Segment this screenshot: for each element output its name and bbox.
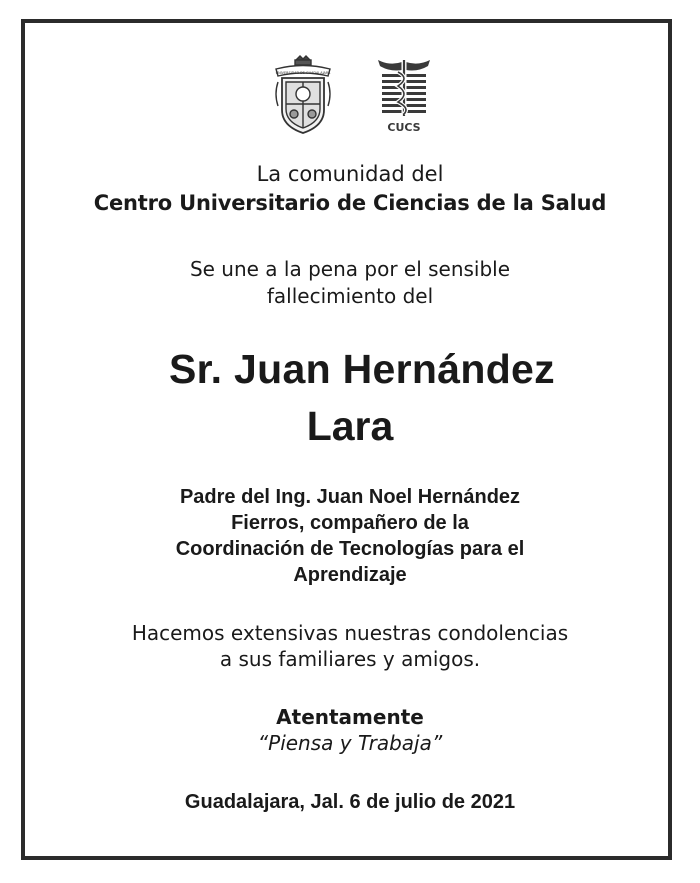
relationship-line-1: Padre del Ing. Juan Noel Hernández	[179, 486, 521, 508]
intro-line-1: La comunidad del	[256, 162, 444, 186]
cucs-caduceus-logo-icon	[376, 56, 432, 136]
university-of-guadalajara-seal-icon	[270, 54, 336, 136]
deceased-name-line-1: Sr. Juan Hernández	[169, 346, 555, 392]
condolences-line-2: a sus familiares y amigos.	[219, 647, 481, 671]
seal-ribbon-text: UNIVERSIDAD DE GUADALAJARA	[275, 71, 331, 75]
institutional-motto: “Piensa y Trabaja”	[257, 731, 443, 755]
condolences-line-1: Hacemos extensivas nuestras condolencias	[131, 621, 569, 645]
cucs-label: CUCS	[387, 121, 421, 134]
closing-signoff: Atentamente	[276, 705, 424, 729]
place-and-date: Guadalajara, Jal. 6 de julio de 2021	[184, 791, 516, 813]
relationship-line-4: Aprendizaje	[293, 564, 407, 586]
relationship-line-2: Fierros, compañero de la	[231, 512, 469, 534]
relationship-line-3: Coordinación de Tecnologías para el	[175, 538, 525, 560]
deceased-name-line-2: Lara	[306, 403, 394, 449]
intro-line-2: Centro Universitario de Ciencias de la Salud	[93, 191, 607, 215]
logos-row	[270, 52, 440, 138]
condolence-intro-line-2: fallecimiento del	[266, 284, 434, 308]
condolence-intro-line-1: Se une a la pena por el sensible	[189, 257, 511, 281]
